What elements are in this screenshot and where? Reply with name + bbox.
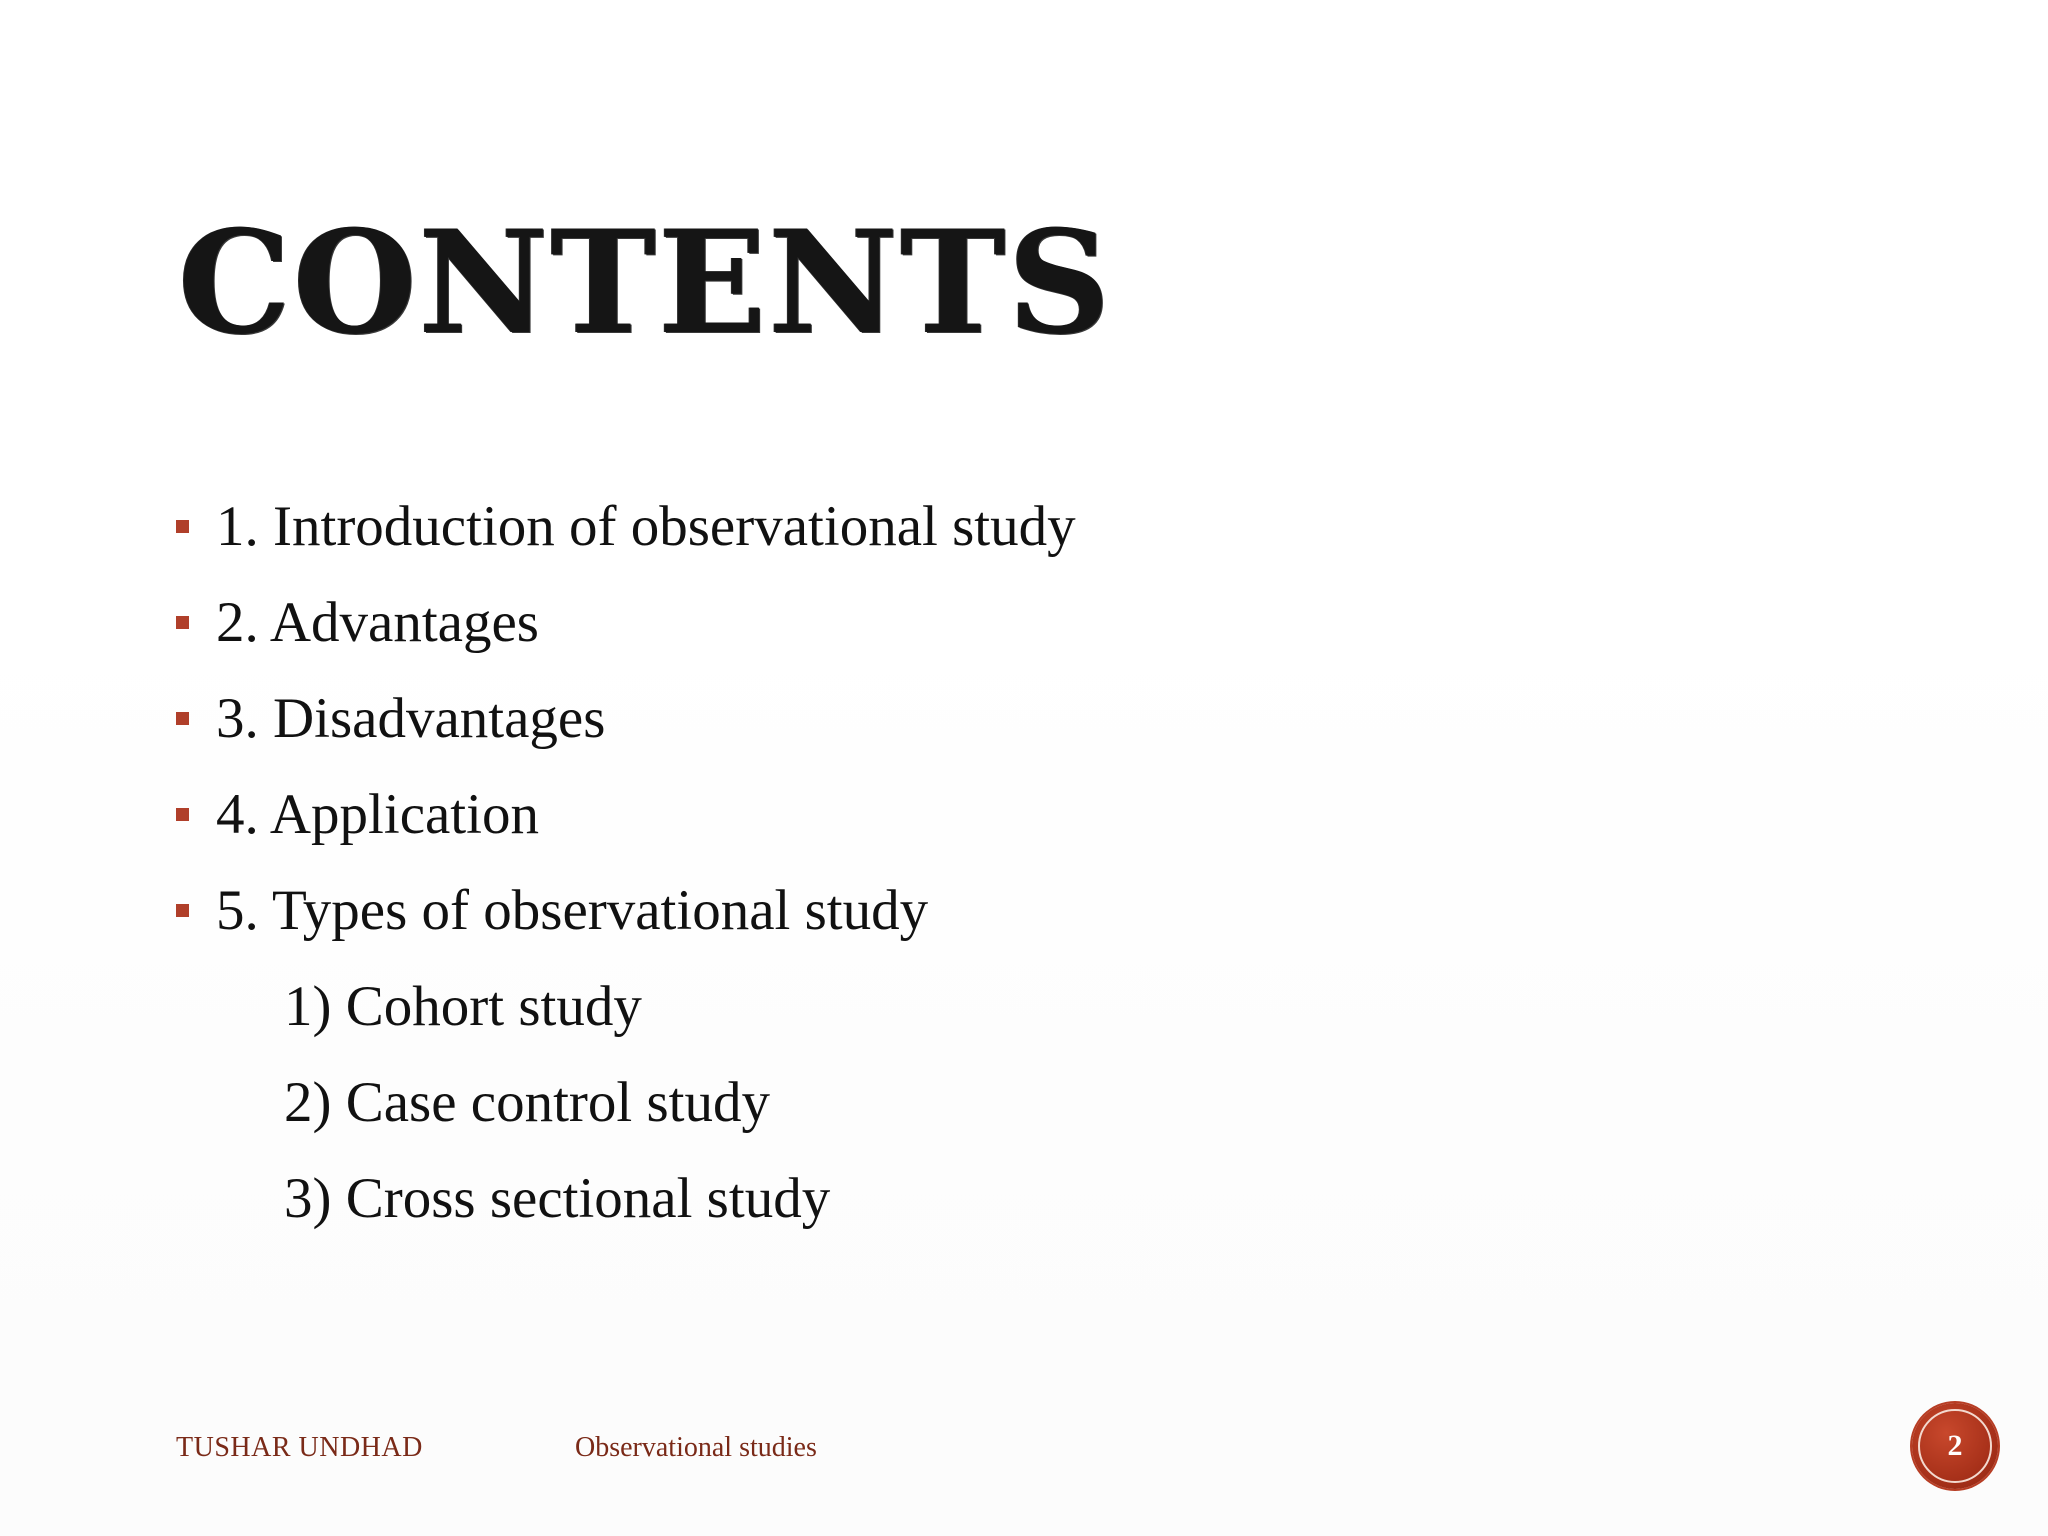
list-item-text: 5. Types of observational study <box>216 878 929 942</box>
list-item <box>176 766 1076 862</box>
list-item-text: 1. Introduction of observational study <box>216 494 1076 558</box>
square-bullet-icon <box>176 616 189 629</box>
page-number: 2 <box>1947 1429 1963 1462</box>
list-item <box>176 670 1076 766</box>
square-bullet-icon <box>176 712 189 725</box>
sub-list-item: 1) Cohort study <box>284 974 642 1038</box>
sub-list-item: 3) Cross sectional study <box>284 1166 831 1230</box>
sub-list-item: 2) Case control study <box>284 1070 771 1134</box>
list-item <box>176 862 1076 958</box>
list-item <box>176 478 1076 574</box>
page-number-badge <box>1912 1403 1998 1489</box>
square-bullet-icon <box>176 808 189 821</box>
list-item-text: 3. Disadvantages <box>216 686 606 750</box>
sub-contents-list <box>284 958 830 1246</box>
list-item <box>176 574 1076 670</box>
contents-list <box>176 478 1076 958</box>
list-item-text: 2. Advantages <box>216 590 539 654</box>
footer-author: TUSHAR UNDHAD <box>176 1432 423 1463</box>
slide-title: CONTENTS <box>178 200 1113 366</box>
square-bullet-icon <box>176 904 189 917</box>
footer-topic: Observational studies <box>575 1432 817 1463</box>
square-bullet-icon <box>176 520 189 533</box>
list-item-text: 4. Application <box>216 782 539 846</box>
